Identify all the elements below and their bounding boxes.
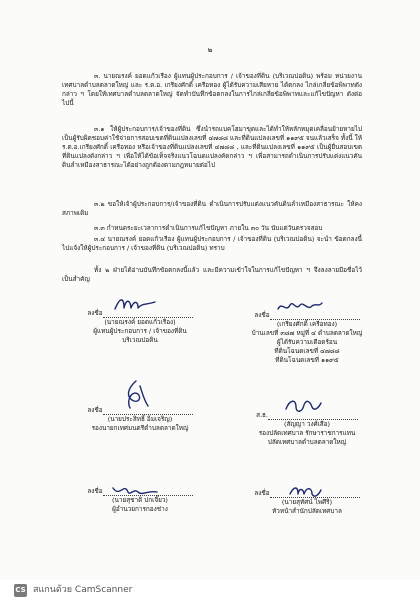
paragraph-3: ๓. นายณรงค์ ยอดแก้วเรือง ผู้แทนผู้ประกอบการ / เจ้าของที่ดิน (บริเวณปอดิน) พร้อม หน่วยงานเทศบาลตำบลตลาดใหญ่ และ ร.ต.อ. เกรียงศักดิ์ เครือทอง ผู้ได้รับความเสียหาย ได้ตกลง ไกล่เกลี่ยข้อพิพาทดังกล่าว ฯ โดยให้เทศบาลตำบลตลาดใหญ่ จัดทำบันทึกข้อตกลงในการไกล่เกลี่ยข้อพิพาทและแก้ไขปัญหา ดังต่อไปนี้ xyxy=(62,72,362,107)
page-number: ๒ xyxy=(207,46,213,54)
signature-block-2: ลงชื่อ (เกรียงศักดิ์ เครือทอง) บ้านเลขที่ ๓๘๗ หมู่ที่ ๔ ตำบลตลาดใหญ่ ผู้ได้รับความเดือดร้อน ที่ดินโฉนดเลขที่ ๔๗๘๘ ที่ดินโฉนดเลขที่ ๑๑๙๕ xyxy=(232,310,382,365)
paragraph-3-2: ๓.๒ ขอให้เจ้าผู้ประกอบการ/เจ้าของที่ดิน ดำเนินการปรับแต่งแนวคันดินลำเหมืองสาธารณะ ให้คงสภาพเดิม xyxy=(62,200,362,217)
signatory-name: (สัญญา วงศ์เสือ) xyxy=(283,420,331,428)
signatory-name: (นายสุทัศน์ ไพศีริ) xyxy=(281,498,333,506)
signature-block-5: ลงชื่อ (นายสุชาติ ปกเจี๊ยว) ผู้อำนวยการกองช่าง xyxy=(70,486,210,514)
scanner-watermark xyxy=(0,580,420,600)
closing-paragraph: ทั้ง ๒ ฝ่ายได้อ่านบันทึกข้อตกลงนี้แล้ว และมีความเข้าใจในการแก้ไขปัญหา ฯ จึงลงลายมือชื่อไว้ เป็นสำคัญ xyxy=(62,266,362,283)
signature-block-1: ลงชื่อ (นายณรงค์ ยอดแก้วเรือง) ผู้แทนผู้ประกอบการ / เจ้าของที่ดิน บริเวณปอดิน xyxy=(70,308,210,345)
paragraph-3-3: ๓.๓ กำหนดระยะเวลาการดำเนินการแก้ไขปัญหา ภายใน ๓๐ วัน นับแต่วันตรวจสอบ xyxy=(94,224,323,232)
signature-block-3: ลงชื่อ (นายประสิทธิ์ อิ่มเจริญ) รองนายกเทศมนตรีตำบลตลาดใหญ่ xyxy=(70,405,210,433)
paragraph-3-1: ๓.๑ ให้ผู้ประกอบการ/เจ้าของที่ดิน ซึ่งนำรถแบคโฮมาขุดและได้ทำให้หลักหมุดเคลื่อนย้ายหายไป เป็นผู้รับผิดชอบค่าใช้จ่ายการสอบเขตที่ดินแปลงเลขที่ ๔๗๘๘ และที่ดินแปลงเลขที่ ๑๑๙๕ จนแล้วเสร็จ ทั้งนี้ ให้ ร.ต.อ.เกรียงศักดิ์ เครือทอง หรือเจ้าของที่ดินแปลงเลขที่ ๔๗๘๘ , และที่ดินแปลงเลขที่ ๑๑๙๕ เป็นผู้ยื่นสอบเขตที่ดินแปลงดังกล่าว ฯ เพื่อให้ได้ข้อเท็จจริงแนวโฉนดแปลงคัดกล่าว ฯ เพื่อสามารถดำเนินการปรับแต่งแนวคันดินลำเหมืองสาธารณะได้อย่างถูกต้องตามกฎหมายต่อไป xyxy=(62,125,362,169)
scanner-watermark-text: สแกนด้วย CamScanner xyxy=(33,584,133,595)
signature-block-6: ลงชื่อ (นายสุทัศน์ ไพศีริ) หัวหน้าสำนักปลัดเทศบาล xyxy=(232,488,382,516)
camscanner-logo-icon: CS xyxy=(14,584,27,597)
signature-block-4: ส.ธ. (สัญญา วงศ์เสือ) รองปลัดเทศบาล รักษาราชการแทน ปลัดเทศบาลตำบลตลาดใหญ่ xyxy=(232,410,382,447)
signatory-name: (นายประสิทธิ์ อิ่มเจริญ) xyxy=(107,415,173,423)
signatory-name: (นายสุชาติ ปกเจี๊ยว) xyxy=(112,496,168,504)
signatory-name: (นายณรงค์ ยอดแก้วเรือง) xyxy=(104,318,176,326)
paragraph-3-4: ๓.๔ นายณรงค์ ยอดแก้วเรือง ผู้แทนผู้ประกอบการ / เจ้าของที่ดิน (บริเวณปอดิน) จะนำ ข้อตกลงนี้ไปแจ้งให้ผู้ประกอบการ / เจ้าของที่ดิน (บริเวณปอดิน) ทราบ xyxy=(62,235,362,252)
signatory-name: (เกรียงศักดิ์ เครือทอง) xyxy=(276,320,338,328)
